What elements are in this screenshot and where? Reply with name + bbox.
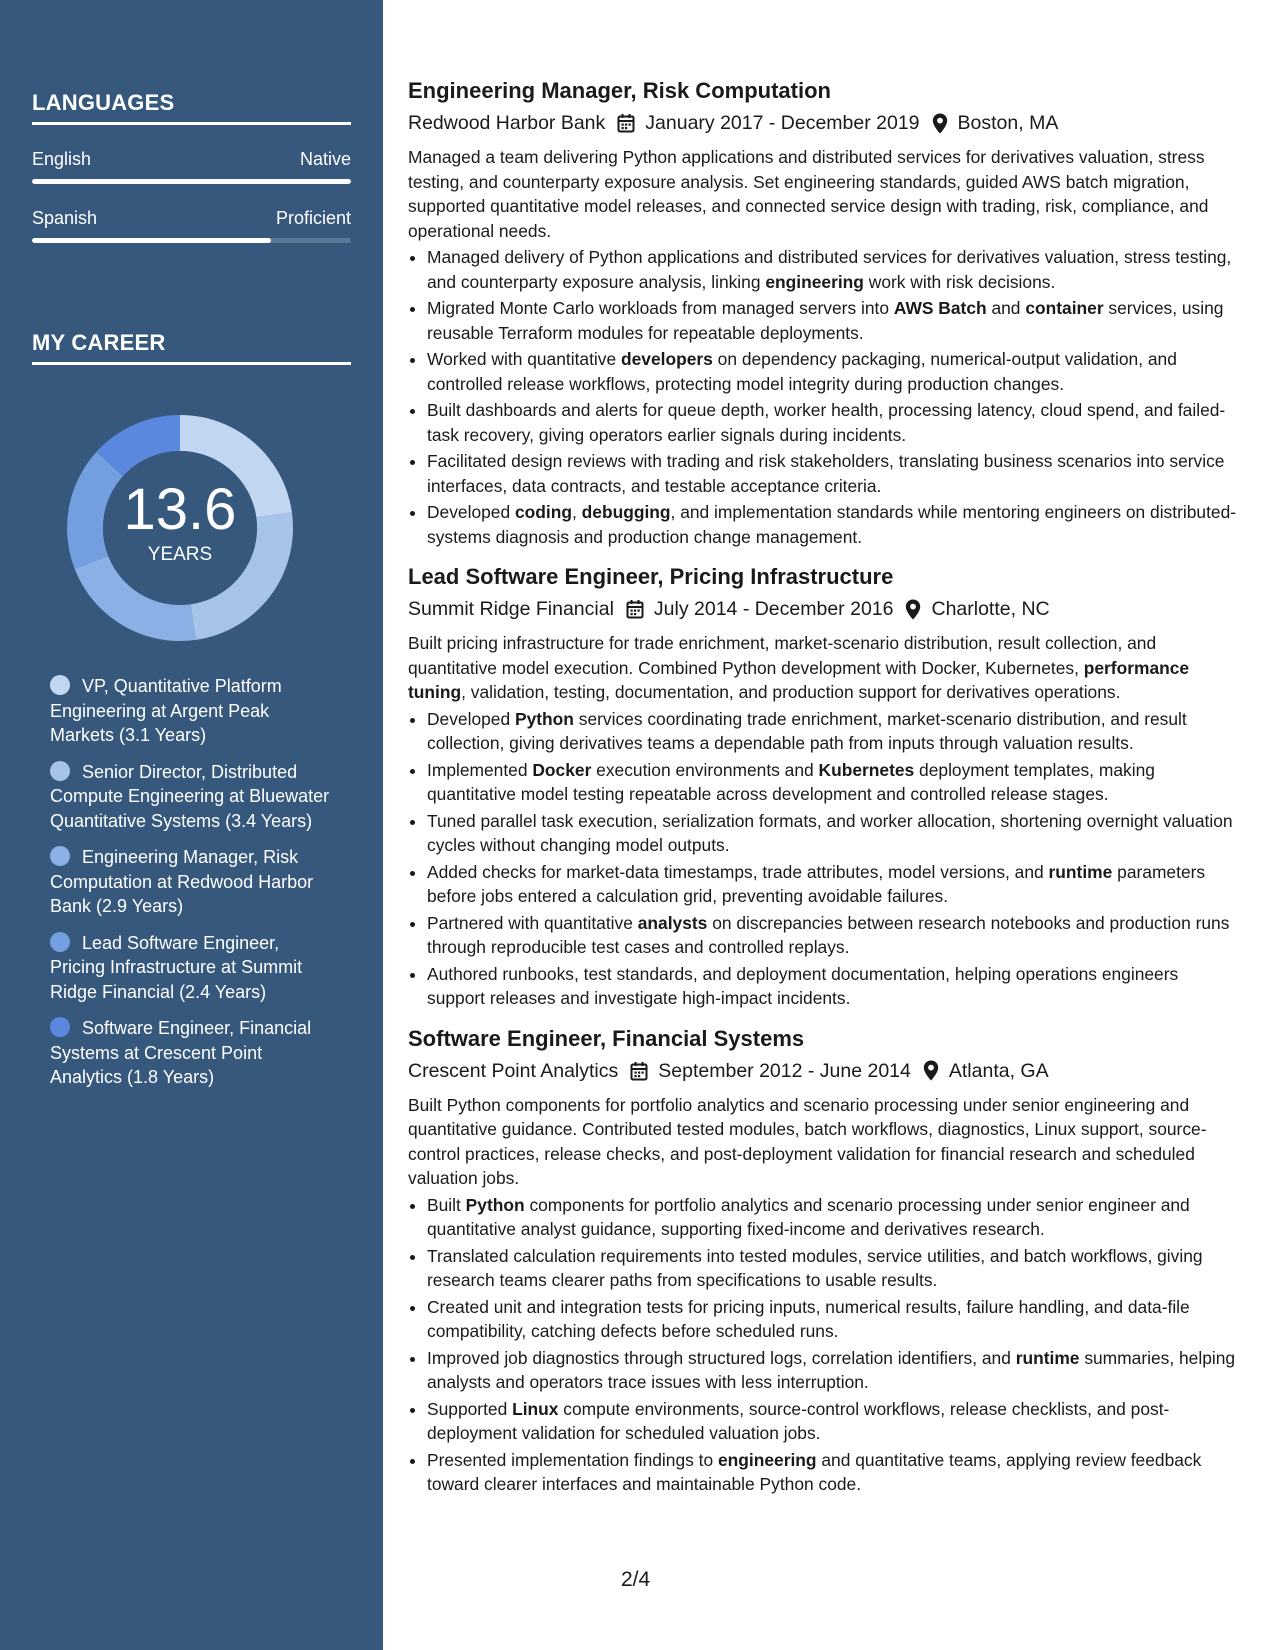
legend-dot-icon [50,761,70,781]
legend-dot-icon [50,1017,70,1037]
career-legend-item [50,931,335,1005]
job-bullet [427,1448,1238,1497]
text-run: services, using reusable Terraform modules for repeatable deployments. [427,298,1224,343]
location-pin-icon [905,599,921,620]
job-bullet [427,1244,1238,1293]
text-run: Developed [427,708,515,729]
text-run: , validation, testing, documentation, and production support for derivatives operations. [461,682,1121,702]
text-run: Authored runbooks, test standards, and deployment documentation, helping operations engineers support releases and investigate high-impact incidents. [427,963,1179,1008]
text-run: , and implementation standards while mentoring engineers on distributed-systems diagnosis and production change management. [427,502,1237,547]
job-dates: January 2017 - December 2019 [645,112,920,134]
text-run: Developed [427,502,515,522]
job-bullet [427,707,1238,756]
text-run: Implemented [427,759,533,780]
language-level: Proficient [275,208,351,228]
company-name: Crescent Point Analytics [408,1059,619,1082]
bold-text: engineering [717,1449,817,1470]
location-pin-icon [923,1060,939,1081]
text-run: Facilitated design reviews with trading and risk stakeholders, translating business scenarios into service interfaces, data contracts, and testable acceptance criteria. [427,451,1225,496]
bold-text: runtime [1048,861,1113,882]
bold-text: developers [620,349,713,369]
job-meta [408,1056,1238,1086]
job-bullets [408,1193,1238,1497]
bold-text: container [1025,298,1104,318]
job-bullet [427,1295,1238,1344]
text-run: Worked with quantitative [427,349,621,369]
language-name: Spanish [32,208,98,228]
languages-heading: LANGUAGES [32,90,351,125]
job-bullet [427,500,1238,549]
job-location: Charlotte, NC [931,598,1050,620]
career-legend-item [50,845,335,919]
bold-text: engineering [765,271,864,292]
job-meta [408,108,1238,138]
job-entry [408,1024,1238,1497]
location-pin-icon [932,113,948,134]
career-legend-item [50,1016,335,1090]
text-run: components for portfolio analytics and scenario processing under senior engineer and quantitative analyst guidance, supporting fixed-income and derivatives research. [427,1194,1190,1239]
job-title: Software Engineer, Financial Systems [408,1025,805,1051]
job-entry [408,562,1238,1011]
text-run: Added checks for market-data timestamps, trade attributes, model versions, and [427,861,1049,882]
job-bullet [427,1346,1238,1395]
text-run: summaries, helping analysts and operators trace issues with less interruption. [427,1347,1236,1392]
job-summary [408,631,1238,705]
text-run: Improved job diagnostics through structured logs, correlation identifiers, and [427,1347,1016,1368]
bold-text: Python [465,1194,525,1215]
career-legend-label: Lead Software Engineer, Pricing Infrastructure at Summit Ridge Financial (2.4 Years) [50,932,303,1002]
job-entry [408,76,1238,549]
job-bullet [427,911,1238,960]
language-name: English [32,149,92,169]
career-heading: MY CAREER [32,330,351,365]
career-section [32,330,351,365]
text-run: Presented implementation findings to [427,1449,718,1470]
text-run: Built Python components for portfolio analytics and scenario processing under senior engineering and quantitative guidance. Contributed tested modules, batch workflows, diagnostics, Linux support, source-control practices, release checks, and post-deployment validation for financial research and scheduled valuation jobs. [408,1094,1207,1188]
job-bullet [427,758,1238,807]
text-run: Tuned parallel task execution, serialization formats, and worker allocation, shortening overnight valuation cycles without changing model outputs. [427,810,1233,855]
job-dates: July 2014 - December 2016 [653,598,894,620]
text-run: and quantitative teams, applying review feedback toward clearer interfaces and maintainable Python code. [427,1449,1202,1494]
language-level: Native [299,149,351,169]
job-title: Engineering Manager, Risk Computation [408,78,831,103]
job-bullet [427,245,1238,294]
language-proficiency-bar [32,238,351,243]
legend-dot-icon [50,846,70,866]
job-summary [408,145,1238,243]
bold-text: AWS Batch [893,298,987,318]
text-run: on discrepancies between research notebooks and production runs through reproducible test cases and controlled replays. [427,912,1230,957]
text-run: Built dashboards and alerts for queue depth, worker health, processing latency, cloud spend, and failed-task recovery, giving operators earlier signals during incidents. [427,400,1226,445]
job-bullet [427,860,1238,909]
text-run: execution environments and [591,759,819,780]
company-name: Redwood Harbor Bank [408,112,606,134]
text-run: Translated calculation requirements into tested modules, service utilities, and batch workflows, giving research teams clearer paths from specifications to usable results. [427,1245,1203,1290]
career-donut-chart [66,414,294,642]
job-bullet [427,1397,1238,1446]
bold-text: debugging [581,502,671,522]
job-bullet [427,449,1238,498]
language-item [32,208,351,243]
calendar-icon [617,113,635,133]
language-proficiency-bar [32,179,351,184]
text-run: parameters before jobs entered a calculation grid, preventing avoidable failures. [427,861,1206,906]
career-legend-label: Senior Director, Distributed Compute Engineering at Bluewater Quantitative Systems (3.4 Years) [50,761,330,831]
job-meta [408,594,1238,624]
text-run: Built [427,1194,466,1215]
career-legend-label: VP, Quantitative Platform Engineering at Argent Peak Markets (3.1 Years) [50,676,282,745]
career-total-unit: YEARS [147,544,213,565]
sidebar [0,0,383,1650]
legend-dot-icon [50,675,70,695]
career-legend-item [50,760,335,834]
bold-text: analysts [637,912,708,933]
text-run: Partnered with quantitative [427,912,638,933]
career-legend-label: Engineering Manager, Risk Computation at Redwood Harbor Bank (2.9 Years) [50,847,314,916]
bold-text: performance tuning [408,657,1190,702]
text-run: on dependency packaging, numerical-output validation, and controlled release workflows, protecting model integrity during production changes. [427,349,1177,394]
bold-text: Python [514,708,574,729]
language-proficiency-fill [32,179,351,184]
job-bullets [408,245,1238,549]
text-run: Created unit and integration tests for pricing inputs, numerical results, failure handling, and data-file compatibility, catching defects before scheduled runs. [427,1296,1190,1341]
text-run: Managed delivery of Python applications and distributed services for derivatives valuation, stress testing, and counterparty exposure analysis, linking [427,247,1232,292]
text-run: Migrated Monte Carlo workloads from managed servers into [427,298,894,318]
legend-dot-icon [50,932,70,952]
page-number: 2/4 [621,1568,651,1591]
text-run: Built pricing infrastructure for trade enrichment, market-scenario distribution, result collection, and quantitative model execution. Combined Python development with Docker, Kubernetes, [408,633,1157,678]
language-item [32,149,351,184]
company-name: Summit Ridge Financial [408,598,614,620]
bold-text: coding [514,502,572,522]
job-location: Atlanta, GA [948,1059,1049,1082]
text-run: , [571,502,582,522]
bold-text: runtime [1015,1347,1080,1368]
career-legend-item [50,674,335,748]
job-location: Boston, MA [957,112,1059,134]
career-total-years: 13.6 [123,477,237,542]
job-bullet [427,809,1238,858]
bold-text: Docker [532,759,592,780]
language-proficiency-fill [32,238,271,243]
job-dates: September 2012 - June 2014 [658,1059,911,1082]
experience-section [408,76,1238,1510]
text-run: and [986,298,1026,318]
career-legend [50,674,335,1102]
job-bullet [427,347,1238,396]
job-bullets [408,707,1238,1011]
text-run: work with risk decisions. [863,271,1056,292]
job-title: Lead Software Engineer, Pricing Infrastructure [408,564,894,589]
job-summary [408,1093,1238,1191]
calendar-icon [626,599,644,619]
languages-section [32,90,351,243]
text-run: Supported [427,1398,513,1419]
calendar-icon [630,1061,648,1081]
job-bullet [427,398,1238,447]
job-bullet [427,296,1238,345]
bold-text: Kubernetes [818,759,915,780]
text-run: compute environments, source-control workflows, release checklists, and post-deployment validation for scheduled valuation jobs. [427,1398,1170,1443]
text-run: deployment templates, making quantitative model testing repeatable across development and controlled release stages. [427,759,1155,804]
text-run: Managed a team delivering Python applications and distributed services for derivatives valuation, stress testing, and counterparty exposure analysis. Set engineering standards, guided AWS batch migration, supported quantitative model releases, and connected service design with trading, risk, compliance, and operational needs. [408,147,1209,241]
bold-text: Linux [512,1398,559,1419]
career-legend-label: Software Engineer, Financial Systems at Crescent Point Analytics (1.8 Years) [50,1018,312,1087]
text-run: services coordinating trade enrichment, market-scenario distribution, and result collection, giving derivatives teams a dependable path from inputs through valuation results. [427,708,1187,753]
job-bullet [427,1193,1238,1242]
job-bullet [427,962,1238,1011]
